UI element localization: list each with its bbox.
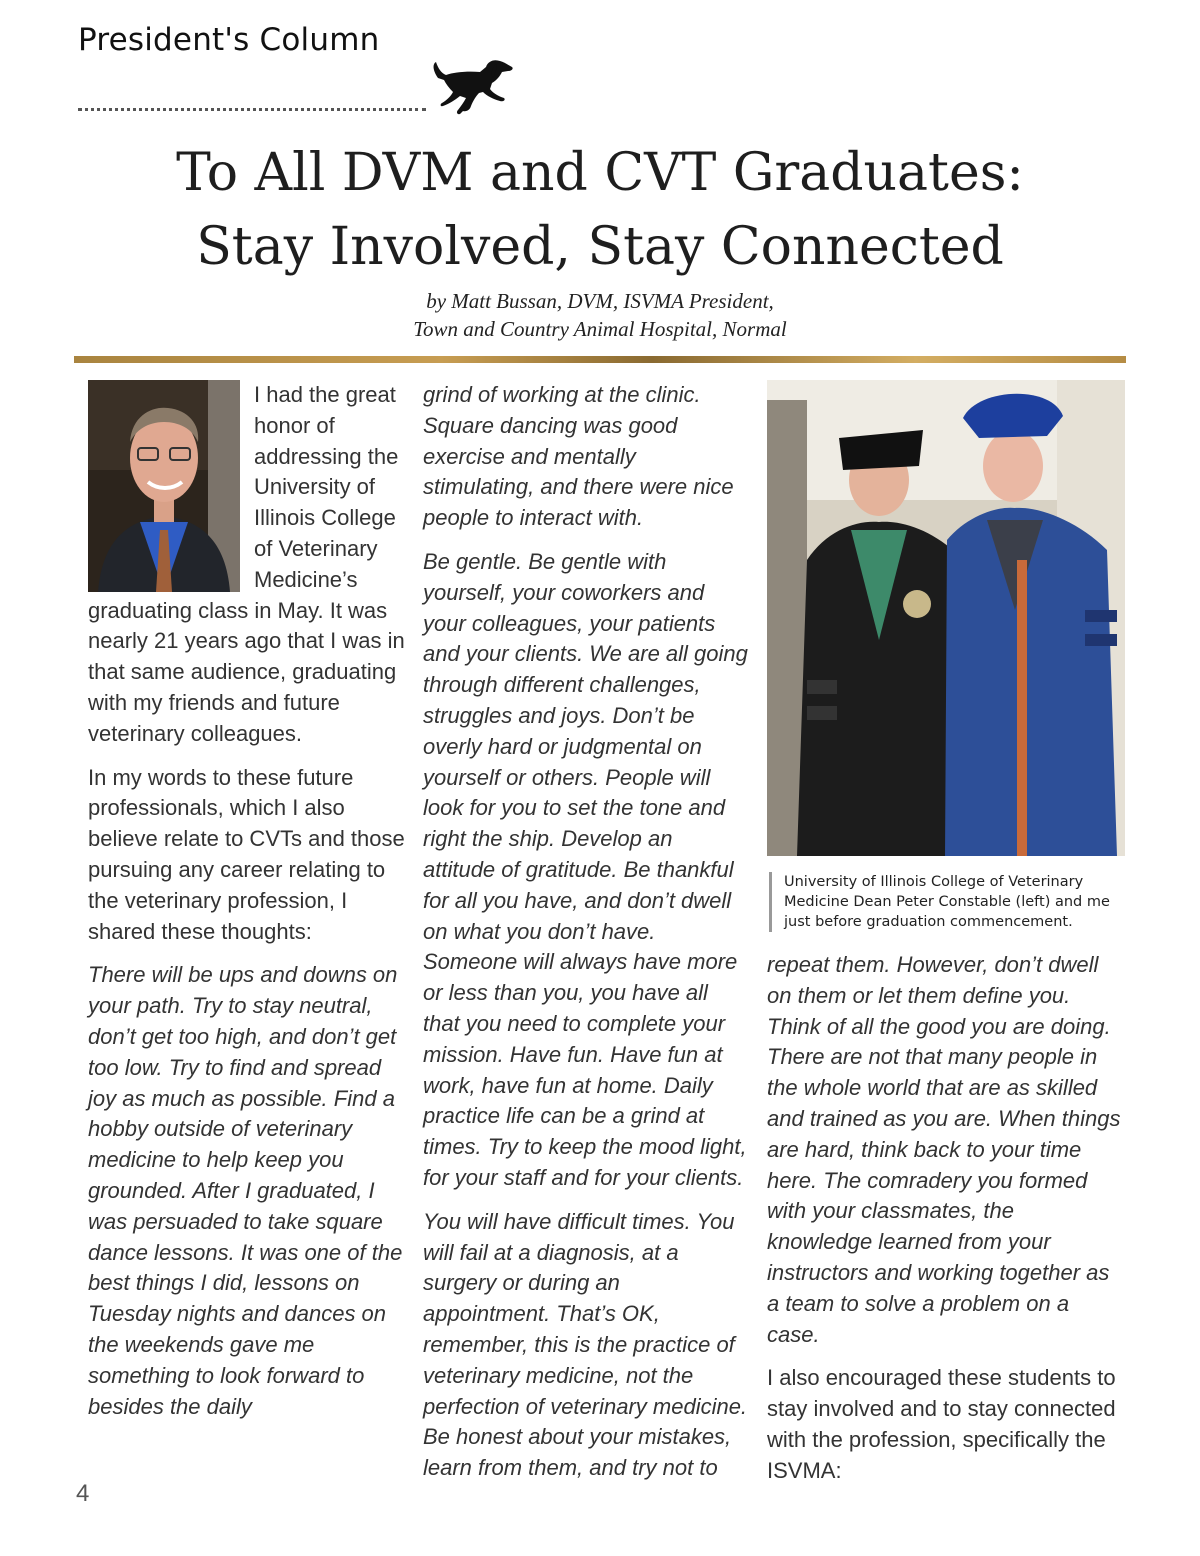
paragraph: You will have difficult times. You will fail at a diagnosis, at a surgery or during an appointment. That’s OK, remember, this is the practice of veterinary medicine, not the perfection of veterinary medicine. Be honest about your mistakes, learn from them, and try not to — [423, 1208, 748, 1481]
title-line-2: Stay Involved, Stay Connected — [196, 217, 1004, 277]
page-number: 4 — [76, 1480, 90, 1507]
byline — [0, 287, 1200, 343]
paragraph: I also encouraged these students to stay involved and to stay connected with the profession, specifically the ISVMA: — [767, 1365, 1116, 1483]
photo-caption: University of Illinois College of Veterinary Medicine Dean Peter Constable (left) and me just before graduation commencement. — [769, 872, 1125, 932]
graduation-photo — [767, 380, 1125, 856]
title-line-1: To All DVM and CVT Graduates: — [176, 143, 1024, 203]
byline-affiliation: Town and Country Animal Hospital, Normal — [413, 317, 787, 341]
article-column-1 — [88, 380, 410, 1435]
gold-divider — [74, 356, 1126, 363]
article-title — [0, 136, 1200, 284]
article-column-2 — [423, 380, 748, 1497]
article-column-3 — [767, 380, 1125, 1500]
byline-author: by Matt Bussan, DVM, ISVMA President, — [426, 289, 774, 313]
running-dog-icon — [430, 56, 516, 116]
paragraph: grind of working at the clinic. Square dancing was good exercise and mentally stimulating, and there were nice people to interact with. — [423, 382, 734, 531]
section-label: President's Column — [78, 22, 380, 58]
paragraph: I had the great honor of addressing the University of Illinois College of Veterinary Medicine’s graduating class in May. It was nearly 21 years ago that I was in that same audience, graduating with my friends and future veterinary colleagues. — [88, 382, 405, 746]
paragraph: repeat them. However, don’t dwell on them or let them define you. Think of all the good you are doing. There are not that many people in the whole world that are as skilled and trained as you are. When things are hard, think back to your time here. The comradery you formed with your classmates, the knowledge learned from your instructors and working together as a team to solve a problem on a case. — [767, 952, 1121, 1347]
author-portrait — [88, 380, 240, 592]
paragraph: Be gentle. Be gentle with yourself, your coworkers and your colleagues, your patients and your clients. We are all going through different challenges, struggles and joys. Don’t be overly hard or judgmental on yourself or others. People will look for you to set the tone and right the ship. Develop an attitude of gratitude. Be thankful for all you have, and don’t dwell on what you don’t have. Someone will always have more or less than you, you have all that you need to complete your mission. Have fun. Have fun at work, have fun at home. Daily practice life can be a grind at times. Try to keep the mood light, for your staff and for your clients. — [423, 548, 748, 1190]
dotted-divider — [78, 108, 426, 111]
paragraph: In my words to these future professionals, which I also believe relate to CVTs and those pursuing any career relating to the veterinary profession, I shared these thoughts: — [88, 764, 405, 944]
paragraph: There will be ups and downs on your path. Try to stay neutral, don’t get too high, and don’t get too low. Try to find and spread joy as much as possible. Find a hobby outside of veterinary medicine to help keep you grounded. After I graduated, I was persuaded to take square dance lessons. It was one of the best things I did, lessons on Tuesday nights and dances on the weekends gave me something to look forward to besides the daily — [88, 962, 403, 1419]
